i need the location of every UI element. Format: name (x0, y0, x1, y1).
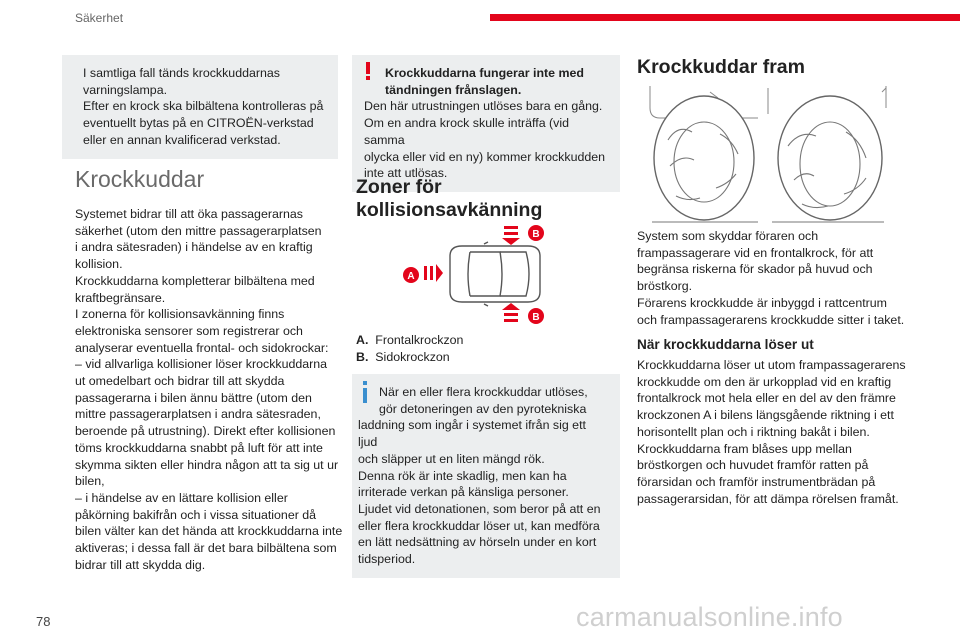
body-line: bilen, (75, 474, 105, 489)
info-line: Ljudet vid detonationen, som beror på att en (358, 501, 601, 516)
col1-body (75, 206, 345, 573)
body-line: bröstkorgen och huvudet framför ratten på (637, 458, 869, 473)
col3-sub-body (637, 357, 927, 507)
heading-zones-line: kollisionsavkänning (356, 199, 543, 221)
section-title: Säkerhet (75, 11, 124, 25)
body-line: Förarens krockkudde är inbyggd i rattcentrum (637, 295, 887, 310)
body-line: aktiveras; i dessa fall är det bara bilbältena som (75, 541, 337, 556)
info-line: eller flera krockkuddar löser ut, kan medföra (358, 518, 600, 533)
page-number: 78 (36, 614, 51, 629)
body-line: System som skyddar föraren och (637, 229, 819, 243)
info-icon (360, 381, 370, 403)
body-line: krockzonen A i bilens längsgående riktning i ett (637, 408, 894, 423)
warning-line: Om en andra krock skulle inträffa (vid samma (364, 116, 569, 147)
front-airbags-illustration (648, 84, 888, 224)
col3-body (637, 228, 927, 328)
body-line: Krockkuddarna kompletterar bilbältena med (75, 273, 315, 288)
body-line: I zonerna för kollisionsavkänning finns (75, 307, 285, 322)
zone-legend (356, 332, 626, 365)
legend-key: A. (356, 333, 369, 347)
info-line: gör detoneringen av den pyrotekniska (379, 401, 587, 416)
body-line: i andra sätesraden) i händelse av en kraftig (75, 240, 313, 255)
car-top-view-icon (450, 242, 540, 306)
body-line: ut omedelbart och bidrar till att skydda (75, 374, 285, 389)
note-line: I samtliga fall tänds krockkuddarnas (83, 66, 280, 80)
exclamation-warning-icon (363, 62, 373, 80)
side-zone-top-arrows-icon (502, 226, 520, 245)
body-line: Krockkuddarna löser ut utom frampassagerarens (637, 358, 906, 372)
heading-krockkuddar-block (75, 166, 345, 193)
info-line: tidsperiod. (358, 552, 416, 567)
body-line: kraftbegränsare. (75, 290, 166, 305)
body-line: elektroniska sensorer som registrerar och (75, 323, 303, 338)
body-line: – vid allvarliga kollisioner löser krockkuddarna (75, 357, 328, 372)
note-line: Efter en krock ska bilbältena kontrolleras på (83, 99, 324, 114)
info-line: en lätt nedsättning av hörseln under en kort (358, 535, 597, 550)
side-zone-bottom-arrows-icon (502, 303, 520, 322)
warning-line: olycka eller vid en ny) kommer krockkudden (364, 149, 606, 164)
body-line: förarsidan och framför instrumentbrädan på (637, 474, 876, 489)
warning-line: inte att utlösas. (364, 166, 448, 181)
legend-text: Sidokrockzon (375, 349, 450, 364)
legend-text: Frontalkrockzon (375, 333, 464, 347)
subheading-deploy: När krockkuddarna löser ut (637, 337, 814, 352)
zone-b-label-top: B (532, 229, 540, 240)
legend-item (356, 349, 626, 366)
heading-front-airbags: Krockkuddar fram (637, 56, 805, 78)
body-line: och frampassagerarens krockkudde sitter i taket. (637, 312, 905, 327)
driver-airbag-icon (652, 96, 758, 222)
body-line: frontalkrock mot hela eller en del av den främre (637, 391, 896, 406)
legend-key: B. (356, 349, 369, 364)
note-line: eventuellt bytas på en CITROËN-verkstad (83, 116, 314, 131)
warning-box (352, 55, 620, 192)
header-accent-bar (490, 14, 960, 21)
warning-bold-line: Krockkuddarna fungerar inte med (385, 66, 584, 80)
note-line: varningslampa. (83, 82, 168, 97)
heading-front-airbags-block (637, 56, 907, 79)
subheading-block (637, 336, 927, 353)
body-line: Systemet bidrar till att öka passagerarnas (75, 207, 303, 221)
warning-bold-line: tändningen frånslagen. (385, 82, 522, 97)
body-line: beroende på utrustning). Direkt efter kollisionen (75, 424, 336, 439)
body-line: töms krockkuddarna snabbt på luft för att inte (75, 440, 323, 455)
heading-krockkuddar: Krockkuddar (75, 166, 205, 192)
passenger-airbag-icon (772, 96, 884, 222)
info-box (352, 374, 620, 578)
info-line: Denna rök är inte skadlig, men kan ha (358, 468, 567, 483)
info-line: När en eller flera krockkuddar utlöses, (379, 385, 588, 399)
note-box (62, 55, 338, 159)
warning-line: Den här utrustningen utlöses bara en gång. (364, 99, 603, 114)
crash-zone-diagram (400, 222, 548, 326)
note-line: eller en annan kvalificerad verkstad. (83, 132, 281, 147)
watermark: carmanualsonline.info (576, 602, 843, 632)
info-line: irriterade verkan på känsliga personer. (358, 485, 569, 500)
body-line: passagerarsidan, för att dämpa rörelsen framåt. (637, 491, 899, 506)
body-line: analyserar eventuella frontal- och sidokrockar: (75, 340, 329, 355)
body-line: horisontellt plan och i riktning bakåt i bilen. (637, 424, 870, 439)
heading-zones-block (356, 176, 626, 222)
body-line: begränsa riskerna för skador på huvud och (637, 262, 873, 277)
zone-a-label: A (407, 271, 415, 282)
body-line: bilen välter kan det hända att krockkuddarna inte (75, 524, 343, 539)
body-line: bidrar till att skydda dig. (75, 557, 206, 572)
body-line: mittre passagerarplatsen i andra sätesraden, (75, 407, 321, 422)
body-line: bröstkorg. (637, 279, 693, 294)
heading-zones-line: Zoner för (356, 176, 442, 198)
info-line: och släpper ut en liten mängd rök. (358, 451, 545, 466)
info-line: laddning som ingår i systemet ifrån sig ett ljud (358, 418, 586, 450)
body-line: – i händelse av en lättare kollision eller (75, 490, 288, 505)
body-line: frampassagerare vid en frontalkrock, för att (637, 245, 874, 260)
body-line: påkörning bakifrån och i vissa situationer då (75, 507, 317, 522)
body-line: kollision. (75, 257, 123, 272)
front-zone-arrows-icon (424, 264, 443, 282)
legend-item (356, 332, 626, 349)
zone-b-label-bottom: B (532, 312, 540, 323)
body-line: Krockkuddarna fram blåses upp mellan (637, 441, 852, 456)
body-line: krockkudde om den är urkopplad vid en kraftig (637, 374, 892, 389)
body-line: skymma sikten eller hindra någon att ta sig ut ur (75, 457, 339, 472)
body-line: passagerarna i bilen ännu bättre (utom den (75, 390, 312, 405)
body-line: säkerhet (utom den mittre passagerarplatsen (75, 223, 322, 238)
